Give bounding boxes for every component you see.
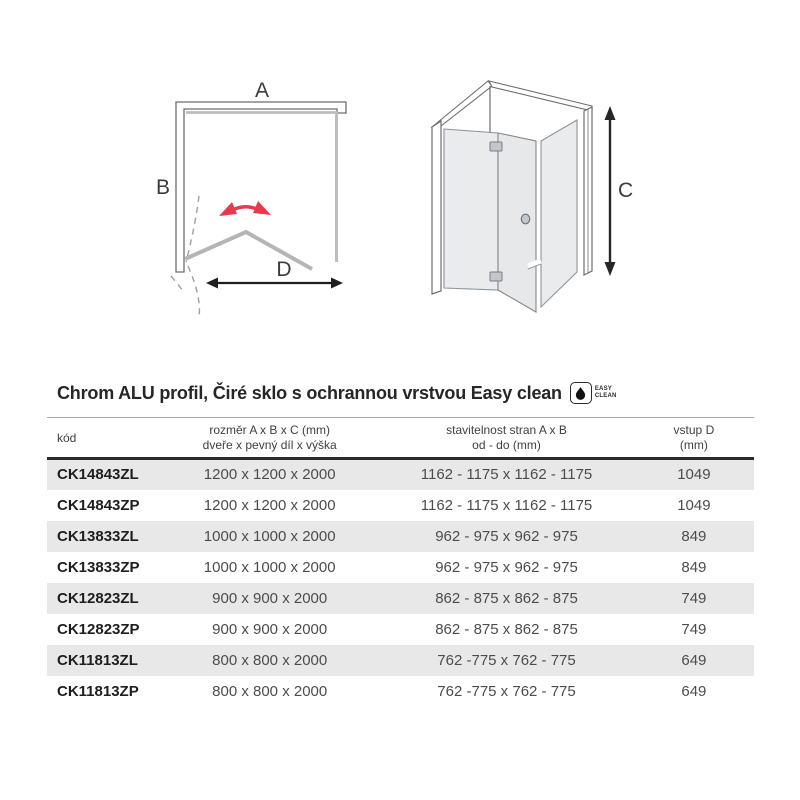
header-entry: vstup D (mm) xyxy=(634,418,754,459)
cell-size: 1200 x 1200 x 2000 xyxy=(203,496,336,514)
cell-code: CK14843ZP xyxy=(57,496,140,514)
fixed-glass-right xyxy=(541,120,577,307)
cell-adjust: 962 - 975 x 962 - 975 xyxy=(435,558,578,576)
swing-arrow xyxy=(219,201,271,216)
cell-entry: 749 xyxy=(681,620,707,638)
cell-entry: 649 xyxy=(681,682,707,700)
cell-entry: 749 xyxy=(681,589,707,607)
cell-size: 1200 x 1200 x 2000 xyxy=(203,466,336,484)
cell-adjust: 1162 - 1175 x 1162 - 1175 xyxy=(420,496,593,514)
label-d: D xyxy=(276,258,292,281)
left-wall-profile xyxy=(432,121,441,294)
table-row xyxy=(47,521,754,552)
cell-size: 800 x 800 x 2000 xyxy=(212,682,328,700)
cell-adjust: 762 -775 x 762 - 775 xyxy=(437,682,576,700)
cell-size: 900 x 900 x 2000 xyxy=(212,589,328,607)
table-header xyxy=(47,418,754,459)
cell-adjust: 1162 - 1175 x 1162 - 1175 xyxy=(420,466,593,484)
cell-code: CK11813ZL xyxy=(57,651,138,669)
top-rail-left xyxy=(432,81,492,127)
easy-clean-badge xyxy=(570,382,617,404)
perspective-view-diagram xyxy=(432,81,633,312)
label-c: C xyxy=(618,179,634,202)
right-wall-profile xyxy=(584,107,592,275)
cell-code: CK12823ZL xyxy=(57,589,139,607)
header-adjustability: stavitelnost stran A x B od - do (mm) xyxy=(379,418,634,459)
hinge-top-icon xyxy=(490,142,502,151)
cell-entry: 1049 xyxy=(677,466,711,484)
top-view-diagram xyxy=(156,79,346,318)
spec-table xyxy=(47,417,754,707)
header-size: rozměr A x B x C (mm) dveře x pevný díl x výška xyxy=(160,418,379,459)
dimension-arrow-d xyxy=(206,278,343,289)
cell-adjust: 962 - 975 x 962 - 975 xyxy=(435,527,578,545)
technical-diagrams xyxy=(0,0,800,370)
door-glass-panel xyxy=(498,133,536,312)
hinge-bottom-icon xyxy=(490,272,502,281)
easy-clean-label xyxy=(595,386,617,400)
wall-profile xyxy=(176,102,346,272)
cell-entry: 649 xyxy=(681,651,707,669)
page-title: Chrom ALU profil, Čiré sklo s ochrannou vrstvou Easy clean xyxy=(57,382,562,403)
label-a: A xyxy=(254,79,270,102)
badge-line2: CLEAN xyxy=(594,393,617,399)
cell-code: CK14843ZL xyxy=(57,466,139,484)
table-row xyxy=(47,490,754,521)
cell-entry: 849 xyxy=(681,527,707,545)
cell-adjust: 862 - 875 x 862 - 875 xyxy=(435,589,578,607)
table-row xyxy=(47,676,754,707)
table-row xyxy=(47,645,754,676)
table-row xyxy=(47,552,754,583)
cell-entry: 849 xyxy=(681,558,707,576)
top-rail-right xyxy=(489,81,592,111)
table-row xyxy=(47,459,754,490)
cell-size: 900 x 900 x 2000 xyxy=(212,620,328,638)
cell-code: CK13833ZP xyxy=(57,558,140,576)
section-title-row xyxy=(57,382,617,404)
cell-adjust: 862 - 875 x 862 - 875 xyxy=(435,620,578,638)
table-row xyxy=(47,583,754,614)
folding-door-line xyxy=(185,232,312,269)
cell-size: 800 x 800 x 2000 xyxy=(212,651,328,669)
cell-code: CK12823ZP xyxy=(57,620,140,638)
door-handle-icon xyxy=(521,214,529,224)
cell-size: 1000 x 1000 x 2000 xyxy=(203,558,336,576)
dimension-arrow-c xyxy=(605,106,616,276)
cell-size: 1000 x 1000 x 2000 xyxy=(203,527,336,545)
badge-line1: EASY xyxy=(594,386,612,393)
label-b: B xyxy=(155,176,171,199)
fixed-glass-left xyxy=(444,129,498,290)
header-code: kód xyxy=(47,418,160,459)
cell-entry: 1049 xyxy=(677,496,711,514)
cell-code: CK13833ZL xyxy=(57,527,139,545)
droplet-icon xyxy=(570,382,592,404)
cell-adjust: 762 -775 x 762 - 775 xyxy=(437,651,576,669)
cell-code: CK11813ZP xyxy=(57,682,139,700)
table-row xyxy=(47,614,754,645)
